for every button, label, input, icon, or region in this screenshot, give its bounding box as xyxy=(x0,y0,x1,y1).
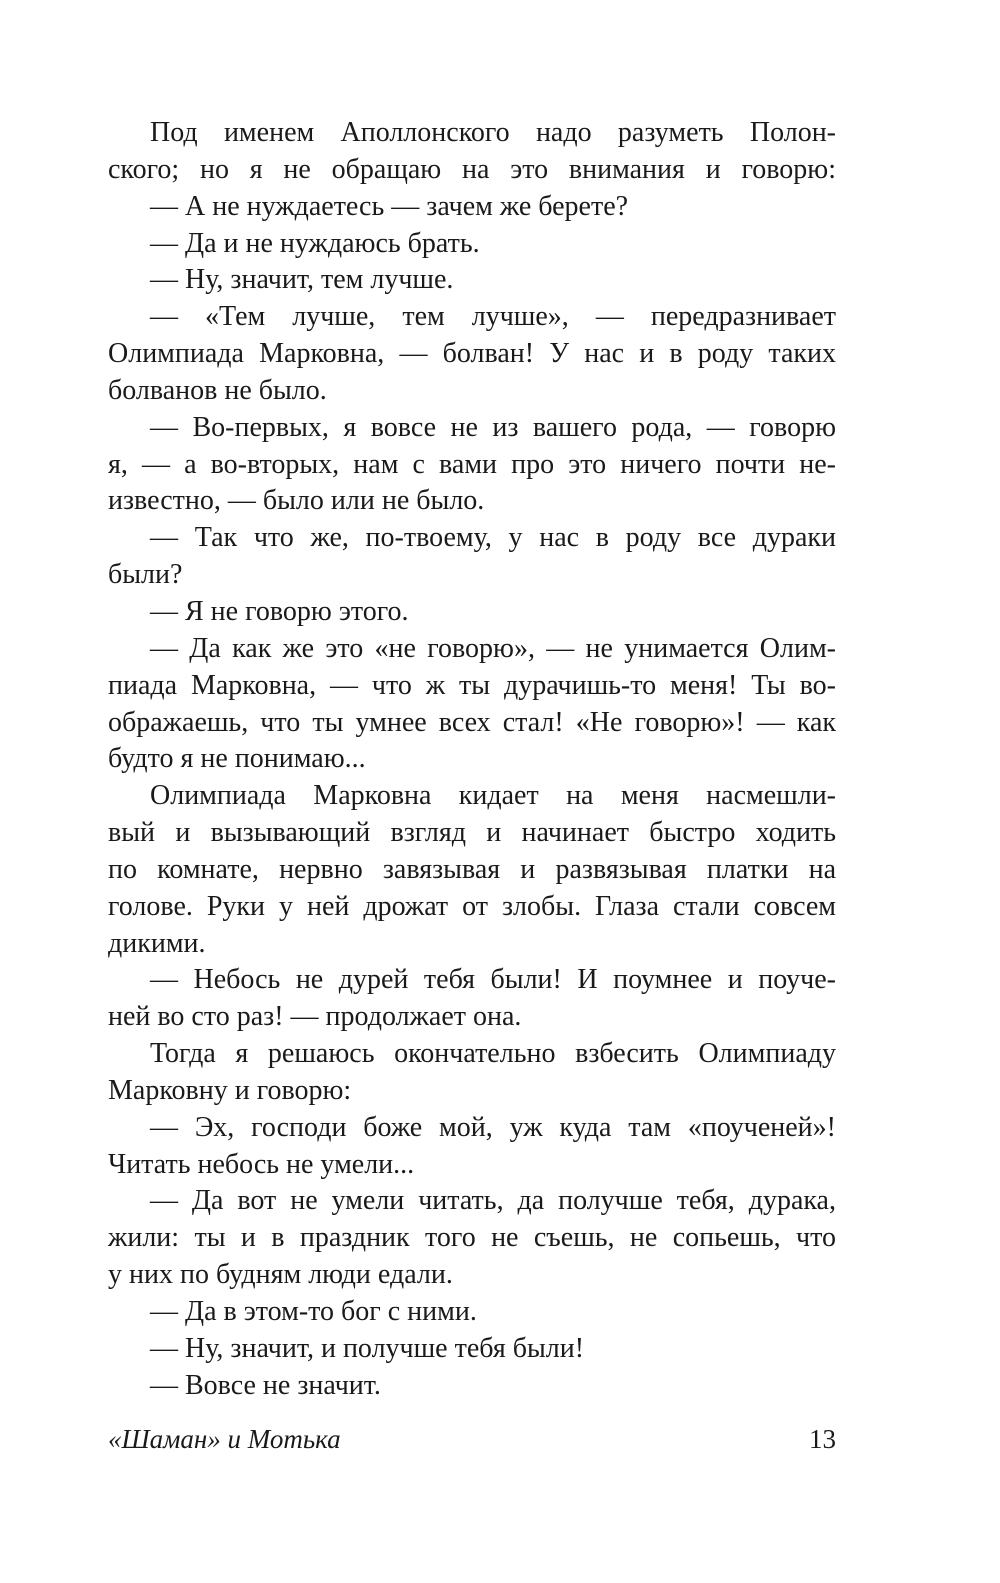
text-line: — Я не говорю этого. xyxy=(150,595,409,627)
text-line: ображаешь, что ты умнее всех стал! «Не говорю»! — как xyxy=(108,706,836,738)
text-line: — Небось не дурей тебя были! И поумнее и поуче- xyxy=(150,964,836,996)
text-line: пиада Марковна, — что ж ты дурачишь-то меня! Ты во- xyxy=(108,669,836,701)
text-line: Олимпиада Марковна, — болван! У нас и в роду таких xyxy=(108,338,836,370)
text-line: будто я не понимаю... xyxy=(108,743,366,775)
body-text xyxy=(108,115,836,1405)
text-line: — Так что же, по-твоему, у нас в роду все дураки xyxy=(150,522,836,554)
text-line: у них по будням люди едали. xyxy=(108,1259,453,1291)
text-line: — А не нуждаетесь — зачем же берете? xyxy=(150,190,629,222)
text-line: по комнате, нервно завязывая и развязывая платки на xyxy=(108,853,836,885)
text-line: — Да и не нуждаюсь брать. xyxy=(150,227,480,259)
text-line: жили: ты и в праздник того не съешь, не сопьешь, что xyxy=(108,1222,836,1254)
text-line: — Да в этом-то бог с ними. xyxy=(150,1296,477,1327)
text-line: — Ну, значит, тем лучше. xyxy=(150,264,454,296)
text-line: — Во-первых, я вовсе не из вашего рода, — говорю xyxy=(150,411,836,443)
text-line: — Да как же это «не говорю», — не унимается Олим- xyxy=(150,632,836,664)
text-line: Олимпиада Марковна кидает на меня насмешли- xyxy=(150,780,836,812)
text-line: голове. Руки у ней дрожат от злобы. Глаза стали совсем xyxy=(108,890,836,922)
text-line: болванов не было. xyxy=(108,374,327,406)
text-line: Марковну и говорю: xyxy=(108,1074,352,1106)
text-line: были? xyxy=(108,559,183,591)
text-line: — Да вот не умели читать, да получше тебя, дурака, xyxy=(150,1185,836,1217)
text-line: Тогда я решаюсь окончательно взбесить Олимпиаду xyxy=(150,1038,836,1070)
text-line: вый и вызывающий взгляд и начинает быстро ходить xyxy=(108,817,836,849)
text-line: — Вовсе не значит. xyxy=(150,1369,381,1401)
page-number: 13 xyxy=(809,1424,836,1454)
text-line: — Ну, значит, и получше тебя были! xyxy=(150,1332,585,1364)
page-footer xyxy=(108,1419,836,1459)
text-line: Читать небось не умели... xyxy=(108,1148,415,1180)
text-line: — «Тем лучше, тем лучше», — передразнивает xyxy=(150,301,836,333)
text-line: я, — а во-вторых, нам с вами про это ничего почти не- xyxy=(108,448,836,480)
text-line: дикими. xyxy=(108,927,206,959)
text-line: ского; но я не обращаю на это внимания и говорю: xyxy=(108,153,836,185)
text-line: — Эх, господи боже мой, уж куда там «поученей»! xyxy=(150,1111,836,1143)
text-line: Под именем Аполлонского надо разуметь Полон- xyxy=(150,117,836,148)
running-title: «Шаман» и Мотька xyxy=(108,1424,341,1454)
text-line: известно, — было или не было. xyxy=(108,485,485,517)
text-line: ней во сто раз! — продолжает она. xyxy=(108,1001,522,1033)
